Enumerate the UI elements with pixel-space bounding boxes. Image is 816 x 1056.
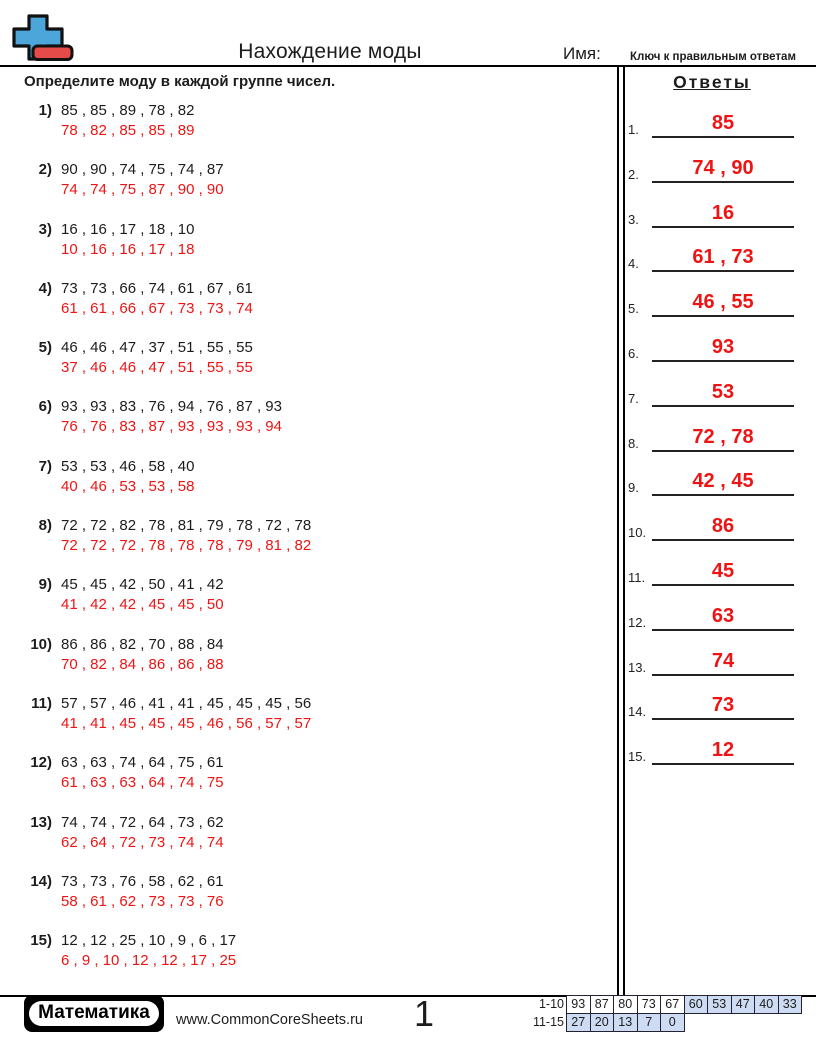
instruction-text: Определите моду в каждой группе чисел. xyxy=(24,73,336,90)
answer-value: 93 xyxy=(652,335,794,362)
problem-values: 73 , 73 , 76 , 58 , 62 , 61 xyxy=(61,872,224,890)
problem-item xyxy=(24,338,604,378)
problem-values: 46 , 46 , 47 , 37 , 51 , 55 , 55 xyxy=(61,339,253,357)
problem-sorted-values: 78 , 82 , 85 , 85 , 89 xyxy=(61,122,195,139)
answer-value: 61 , 73 xyxy=(652,245,794,272)
problem-lines xyxy=(61,635,224,675)
answer-number: 15. xyxy=(628,749,647,765)
problem-item xyxy=(24,575,604,615)
score-cell: 67 xyxy=(660,995,685,1014)
problem-values: 72 , 72 , 82 , 78 , 81 , 79 , 78 , 72 , 78 xyxy=(61,517,312,535)
page-number: 1 xyxy=(413,993,435,1034)
answer-number: 13. xyxy=(628,659,647,675)
answer-value: 46 , 55 xyxy=(652,290,794,317)
answer-number: 5. xyxy=(628,301,639,317)
problem-sorted-values: 41 , 42 , 42 , 45 , 45 , 50 xyxy=(61,596,224,614)
problem-item xyxy=(24,635,604,675)
score-cell: 40 xyxy=(754,995,779,1014)
answer-number: 10. xyxy=(628,525,647,541)
score-cell: 33 xyxy=(778,995,803,1014)
problem-number: 8) xyxy=(38,517,52,535)
name-label: Имя: xyxy=(563,44,601,63)
answer-number: 9. xyxy=(628,480,639,496)
problem-lines xyxy=(61,813,224,853)
answer-item xyxy=(628,334,794,362)
answer-item xyxy=(628,692,794,720)
problem-sorted-values: 61 , 61 , 66 , 67 , 73 , 73 , 74 xyxy=(61,299,253,317)
problems-list xyxy=(24,101,604,990)
problem-number: 1) xyxy=(38,102,52,119)
problem-lines xyxy=(61,516,311,556)
score-cell: 27 xyxy=(566,1013,591,1032)
answer-number: 3. xyxy=(628,211,639,227)
problem-item xyxy=(24,872,604,912)
answer-item xyxy=(628,603,794,631)
score-cell: 13 xyxy=(613,1013,638,1032)
answer-key-label: Ключ к правильным ответам xyxy=(630,51,796,63)
problem-lines xyxy=(61,872,224,912)
answer-value: 85 xyxy=(652,111,794,138)
answer-value: 74 , 90 xyxy=(652,156,794,183)
answer-value: 86 xyxy=(652,514,794,541)
problem-sorted-values: 41 , 41 , 45 , 45 , 45 , 46 , 56 , 57 , 57 xyxy=(61,714,312,732)
problem-number: 4) xyxy=(38,279,52,297)
score-row xyxy=(518,1013,685,1032)
answer-item xyxy=(628,200,794,228)
score-cell: 20 xyxy=(590,1013,615,1032)
problem-item xyxy=(24,220,604,260)
problem-number: 15) xyxy=(30,932,52,950)
problem-number: 2) xyxy=(38,161,52,179)
problem-values: 63 , 63 , 74 , 64 , 75 , 61 xyxy=(61,754,224,772)
problem-number: 13) xyxy=(30,813,52,831)
score-cell: 73 xyxy=(637,995,662,1014)
answer-item xyxy=(628,244,794,272)
score-cell: 7 xyxy=(637,1013,662,1032)
problem-lines xyxy=(61,457,194,497)
problem-item xyxy=(24,931,604,971)
answer-item xyxy=(628,737,794,765)
problem-values: 74 , 74 , 72 , 64 , 73 , 62 xyxy=(61,813,224,831)
problem-number: 12) xyxy=(30,754,52,772)
problem-lines xyxy=(61,753,224,793)
problem-lines xyxy=(61,575,224,615)
header-rule xyxy=(0,65,816,67)
problem-values: 53 , 53 , 46 , 58 , 40 xyxy=(61,457,195,475)
page-title: Нахождение моды xyxy=(238,40,422,63)
answer-number: 4. xyxy=(628,256,639,272)
problem-values: 85 , 85 , 89 , 78 , 82 xyxy=(61,102,195,119)
problem-item xyxy=(24,279,604,319)
answer-number: 14. xyxy=(628,704,647,720)
problem-sorted-values: 40 , 46 , 53 , 53 , 58 xyxy=(61,477,195,495)
problem-item xyxy=(24,457,604,497)
problem-values: 73 , 73 , 66 , 74 , 61 , 67 , 61 xyxy=(61,279,253,297)
answer-item xyxy=(628,155,794,183)
problem-number: 14) xyxy=(30,872,52,890)
answer-number: 6. xyxy=(628,346,639,361)
score-cell: 47 xyxy=(731,995,756,1014)
answer-item xyxy=(628,468,794,496)
answer-value: 16 xyxy=(652,201,794,228)
score-cell: 87 xyxy=(590,995,615,1014)
score-cell: 0 xyxy=(660,1013,685,1032)
answer-item xyxy=(628,289,794,317)
problem-item xyxy=(24,813,604,853)
problem-lines xyxy=(61,931,236,971)
answer-item xyxy=(628,648,794,676)
answer-value: 74 xyxy=(652,649,794,676)
problem-values: 12 , 12 , 25 , 10 , 9 , 6 , 17 xyxy=(61,932,237,950)
answers-header: Ответы xyxy=(673,72,751,92)
problem-lines xyxy=(61,694,311,734)
problem-item xyxy=(24,516,604,556)
answer-number: 2. xyxy=(628,166,639,182)
problem-sorted-values: 74 , 74 , 75 , 87 , 90 , 90 xyxy=(61,181,224,199)
problem-number: 9) xyxy=(38,576,52,594)
problem-lines xyxy=(61,279,253,319)
problem-values: 57 , 57 , 46 , 41 , 41 , 45 , 45 , 45 , 56 xyxy=(61,694,312,712)
problem-item xyxy=(24,753,604,793)
answer-item xyxy=(628,558,794,586)
problem-sorted-values: 6 , 9 , 10 , 12 , 12 , 17 , 25 xyxy=(61,952,237,970)
score-range-label: 11-15 xyxy=(532,1015,564,1029)
problem-item xyxy=(24,160,604,200)
answer-item xyxy=(628,379,794,407)
problem-sorted-values: 70 , 82 , 84 , 86 , 86 , 88 xyxy=(61,655,224,673)
problem-sorted-values: 58 , 61 , 62 , 73 , 73 , 76 xyxy=(61,892,224,910)
score-range-label: 1-10 xyxy=(538,997,564,1011)
problem-values: 90 , 90 , 74 , 75 , 74 , 87 xyxy=(61,161,224,179)
problem-number: 11) xyxy=(31,694,52,712)
problem-lines xyxy=(61,160,224,200)
answer-item xyxy=(628,110,794,138)
problem-sorted-values: 10 , 16 , 16 , 17 , 18 xyxy=(61,240,195,258)
answer-number: 7. xyxy=(628,390,639,406)
problem-sorted-values: 37 , 46 , 46 , 47 , 51 , 55 , 55 xyxy=(61,359,253,377)
problem-number: 6) xyxy=(38,398,52,416)
score-cell: 80 xyxy=(613,995,638,1014)
answer-value: 42 , 45 xyxy=(652,469,794,496)
problem-values: 93 , 93 , 83 , 76 , 94 , 76 , 87 , 93 xyxy=(61,398,282,416)
answer-number: 12. xyxy=(628,614,647,630)
problem-sorted-values: 61 , 63 , 63 , 64 , 74 , 75 xyxy=(61,774,224,792)
problem-lines xyxy=(61,101,194,141)
problem-values: 45 , 45 , 42 , 50 , 41 , 42 xyxy=(61,576,224,594)
problem-number: 7) xyxy=(38,457,52,475)
problem-sorted-values: 62 , 64 , 72 , 73 , 74 , 74 xyxy=(61,833,224,851)
answer-value: 53 xyxy=(652,380,794,407)
problem-number: 3) xyxy=(38,220,52,238)
brand-logo-label: Математика xyxy=(29,1001,159,1026)
problem-sorted-values: 72 , 72 , 72 , 78 , 78 , 78 , 79 , 81 , 82 xyxy=(61,537,312,555)
problem-lines xyxy=(61,397,282,437)
answer-value: 45 xyxy=(652,559,794,586)
problem-sorted-values: 76 , 76 , 83 , 87 , 93 , 93 , 93 , 94 xyxy=(61,418,282,436)
problem-item xyxy=(24,694,604,734)
answer-value: 63 xyxy=(652,604,794,631)
answer-value: 12 xyxy=(652,738,794,765)
problem-lines xyxy=(61,220,194,260)
answer-item xyxy=(628,424,794,452)
answer-value: 73 xyxy=(652,693,794,720)
problem-values: 86 , 86 , 82 , 70 , 88 , 84 xyxy=(61,635,224,653)
column-divider xyxy=(617,67,625,995)
score-row xyxy=(518,995,802,1014)
score-cell: 93 xyxy=(566,995,591,1014)
answer-number: 8. xyxy=(628,435,639,451)
problem-item xyxy=(24,397,604,437)
answer-item xyxy=(628,513,794,541)
score-cell: 53 xyxy=(707,995,732,1014)
answer-value: 72 , 78 xyxy=(652,425,794,452)
problem-item xyxy=(24,101,604,141)
answer-number: 1. xyxy=(628,122,639,137)
problem-number: 10) xyxy=(30,635,52,653)
site-url: www.CommonCoreSheets.ru xyxy=(176,1012,363,1028)
answer-number: 11. xyxy=(628,570,646,585)
score-cell: 60 xyxy=(684,995,709,1014)
brand-logo xyxy=(24,995,164,1032)
problem-number: 5) xyxy=(38,339,52,357)
problem-lines xyxy=(61,338,253,378)
problem-values: 16 , 16 , 17 , 18 , 10 xyxy=(61,220,195,238)
